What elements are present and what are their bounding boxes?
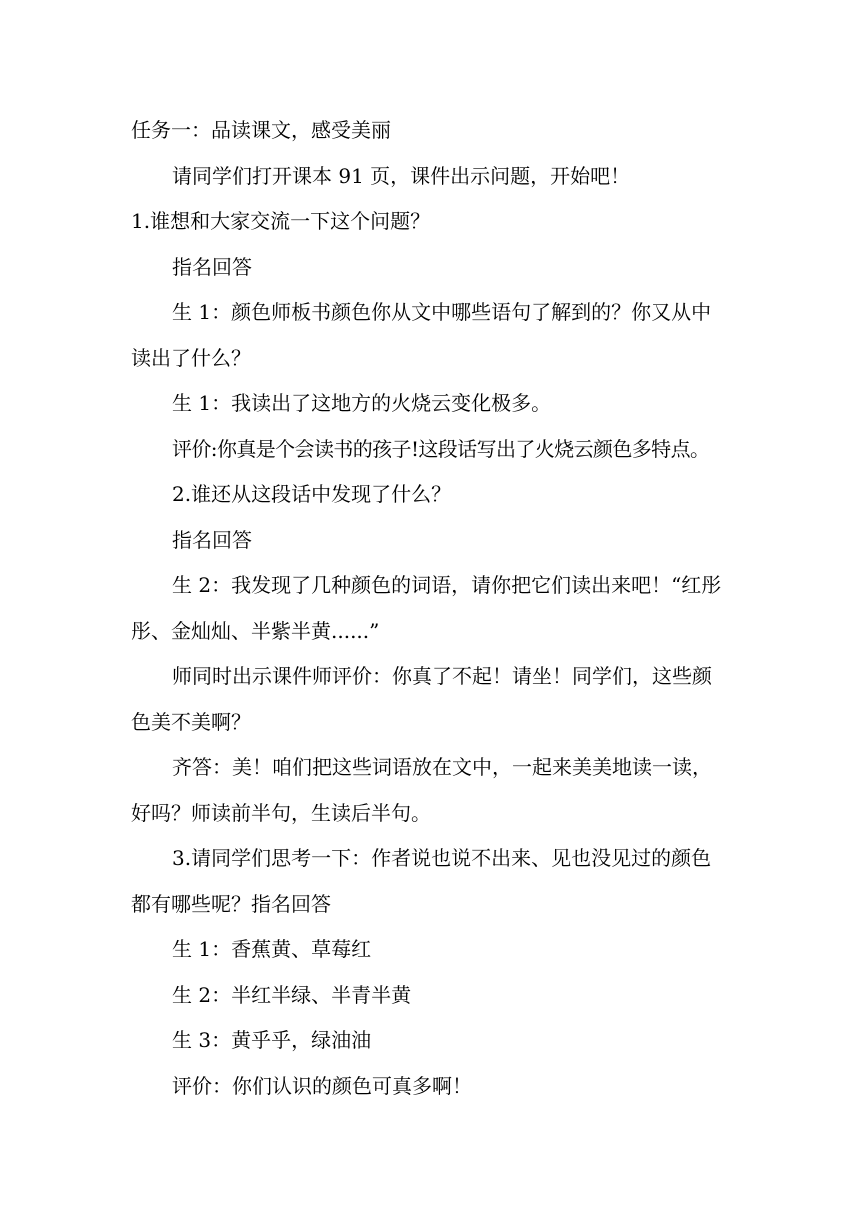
task-heading: 任务一：品读课文，感受美丽 <box>131 118 391 142</box>
paragraph: 请同学们打开课本 91 页，课件出示问题，开始吧！ <box>172 163 631 188</box>
paragraph: 生 2：我发现了几种颜色的词语，请你把它们读出来吧！“红彤彤、金灿灿、半紫半黄......” <box>131 573 722 643</box>
paragraph: 指名回答 <box>172 527 252 552</box>
paragraph: 齐答：美！咱们把这些词语放在文中，一起来美美地读一读，好吗？师读前半句，生读后半句。 <box>131 755 712 825</box>
paragraph: 生 3：黄乎乎，绿油油 <box>172 1028 372 1052</box>
document-page <box>131 108 731 1109</box>
evaluation: 评价:你真是个会读书的孩子!这段话写出了火烧云颜色多特点。 <box>172 436 710 461</box>
evaluation: 评价：你们认识的颜色可真多啊！ <box>172 1073 472 1098</box>
question-2: 2.谁还从这段话中发现了什么？ <box>172 482 452 506</box>
paragraph: 生 1：我读出了这地方的火烧云变化极多。 <box>172 391 552 415</box>
paragraph: 指名回答 <box>172 254 252 279</box>
paragraph: 生 1：颜色师板书颜色你从文中哪些语句了解到的？你又从中读出了什么？ <box>131 300 712 370</box>
paragraph: 师同时出示课件师评价：你真了不起！请坐！同学们，这些颜色美不美啊？ <box>131 664 712 734</box>
question-1: 1.谁想和大家交流一下这个问题？ <box>131 209 431 233</box>
paragraph: 生 2：半红半绿、半青半黄 <box>172 982 412 1007</box>
paragraph: 生 1：香蕉黄、草莓红 <box>172 937 372 961</box>
question-3: 3.请同学们思考一下：作者说也说不出来、见也没见过的颜色都有哪些呢？指名回答 <box>131 846 712 916</box>
